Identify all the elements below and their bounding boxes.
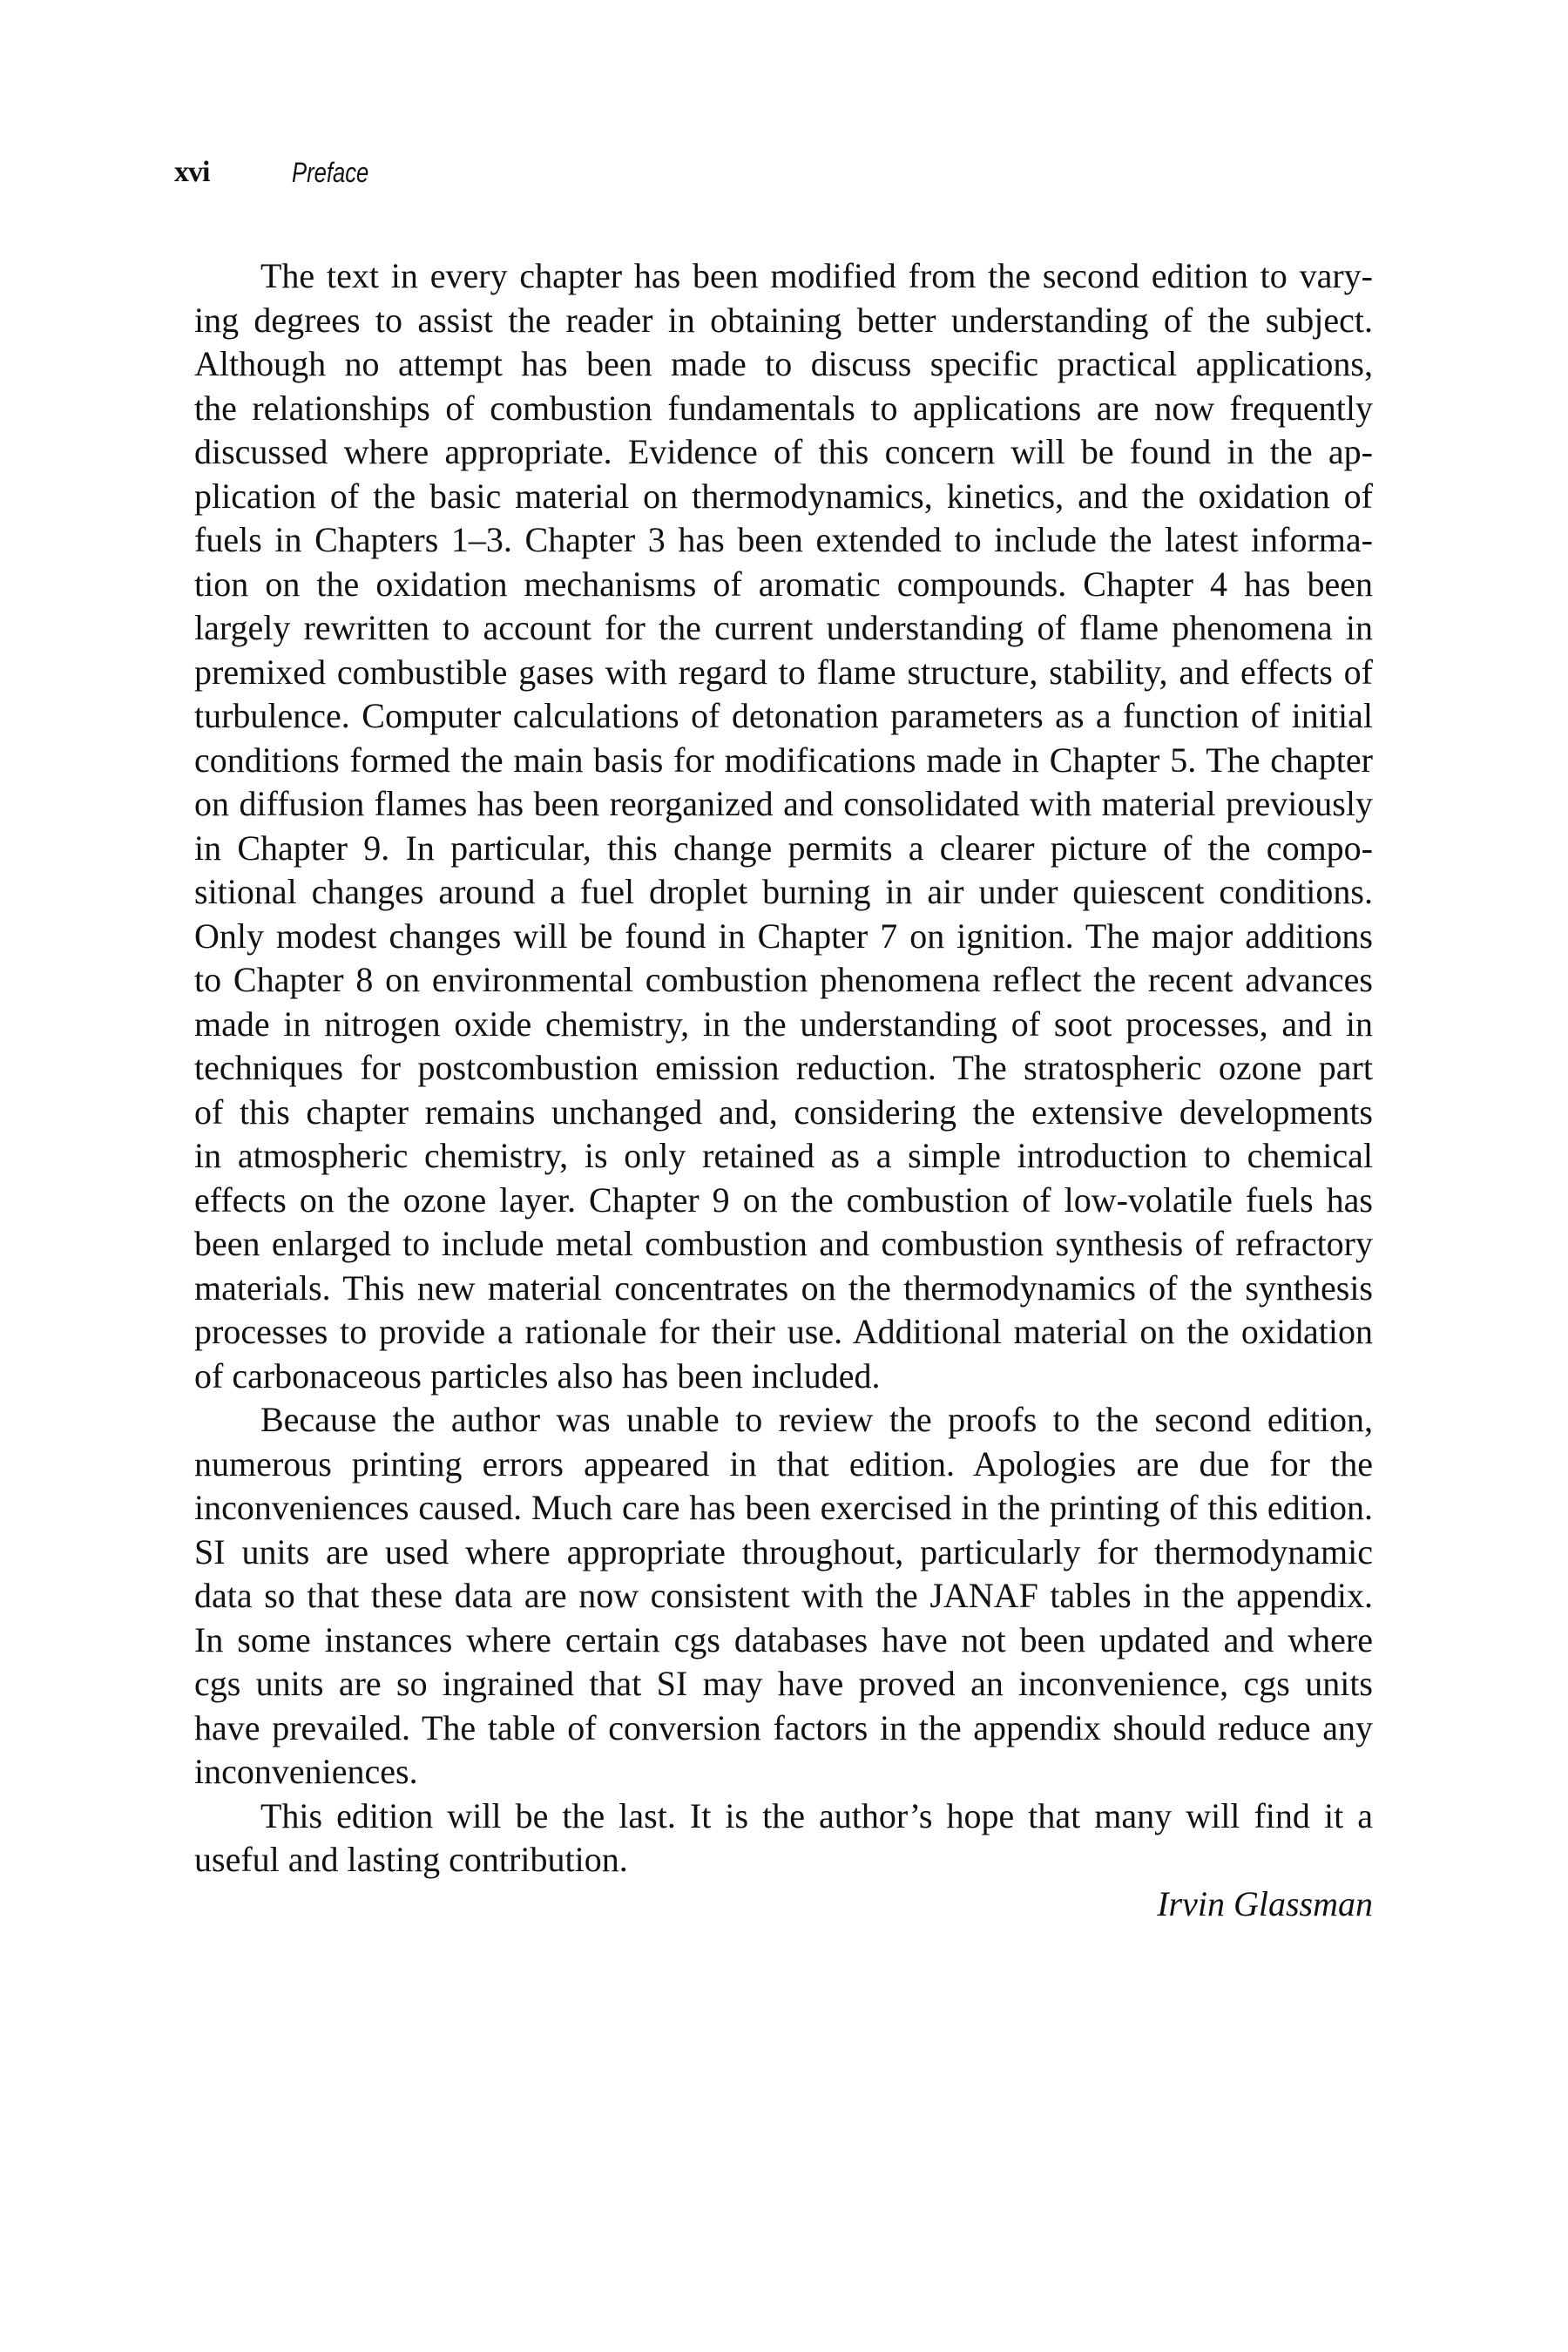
text-line: The text in every chapter has been modified from the second edition to vary- bbox=[260, 256, 1373, 295]
page-number: xvi bbox=[174, 156, 210, 188]
text-line: the relationships of combustion fundamentals to applications are now frequently bbox=[194, 388, 1373, 428]
text-line: ing degrees to assist the reader in obtaining better understanding of the subject. bbox=[194, 300, 1373, 340]
text-line: of this chapter remains unchanged and, considering the extensive developments bbox=[194, 1092, 1373, 1132]
text-line: in Chapter 9. In particular, this change permits a clearer picture of the compo- bbox=[194, 828, 1373, 868]
running-title: Preface bbox=[292, 157, 369, 188]
text-line: SI units are used where appropriate throughout, particularly for thermodynamic bbox=[194, 1531, 1373, 1571]
text-line: cgs units are so ingrained that SI may have proved an inconvenience, cgs units bbox=[194, 1664, 1373, 1703]
text-line: turbulence. Computer calculations of detonation parameters as a function of initial bbox=[194, 696, 1373, 735]
text-line: materials. This new material concentrates on the thermodynamics of the synthesis bbox=[194, 1267, 1373, 1308]
text-line: plication of the basic material on thermodynamics, kinetics, and the oxidation of bbox=[194, 476, 1373, 516]
text-line: fuels in Chapters 1–3. Chapter 3 has been extended to include the latest informa- bbox=[194, 520, 1373, 559]
text-line: In some instances where certain cgs databases have not been updated and where bbox=[194, 1619, 1373, 1659]
text-line: data so that these data are now consistent with the JANAF tables in the appendix. bbox=[194, 1576, 1373, 1615]
text-line: of carbonaceous particles also has been included. bbox=[194, 1355, 881, 1396]
text-line: have prevailed. The table of conversion factors in the appendix should reduce any bbox=[194, 1707, 1373, 1747]
preface-body bbox=[194, 254, 1373, 1926]
text-line: on diffusion flames has been reorganized and consolidated with material previously bbox=[194, 784, 1373, 823]
text-line: premixed combustible gases with regard to flame structure, stability, and effects of bbox=[194, 652, 1373, 692]
text-line: Although no attempt has been made to discuss specific practical applications, bbox=[194, 344, 1373, 383]
text-line: in atmospheric chemistry, is only retained as a simple introduction to chemical bbox=[194, 1136, 1373, 1175]
text-line: inconveniences caused. Much care has been exercised in the printing of this edition. bbox=[194, 1488, 1373, 1527]
text-line: This edition will be the last. It is the author’s hope that many will find it a bbox=[260, 1795, 1373, 1835]
text-line: made in nitrogen oxide chemistry, in the understanding of soot processes, and in bbox=[194, 1004, 1373, 1044]
text-line: largely rewritten to account for the current understanding of flame phenomena in bbox=[194, 608, 1373, 647]
text-line: numerous printing errors appeared in that edition. Apologies are due for the bbox=[194, 1443, 1373, 1484]
text-line: inconveniences. bbox=[194, 1752, 418, 1791]
text-line: been enlarged to include metal combustion and combustion synthesis of refractory bbox=[194, 1224, 1373, 1263]
text-line: Because the author was unable to review the proofs to the second edition, bbox=[260, 1400, 1373, 1439]
text-line: Only modest changes will be found in Chapter 7 on ignition. The major additions bbox=[194, 916, 1373, 956]
text-line: sitional changes around a fuel droplet burning in air under quiescent conditions. bbox=[194, 872, 1373, 911]
text-line: processes to provide a rationale for their use. Additional material on the oxidation bbox=[194, 1312, 1373, 1351]
text-line: to Chapter 8 on environmental combustion phenomena reflect the recent advances bbox=[194, 960, 1373, 999]
text-line: conditions formed the main basis for modifications made in Chapter 5. The chapter bbox=[194, 740, 1373, 780]
text-line: useful and lasting contribution. bbox=[194, 1840, 628, 1879]
text-line: techniques for postcombustion emission reduction. The stratospheric ozone part bbox=[194, 1048, 1373, 1087]
author-signature: Irvin Glassman bbox=[1157, 1883, 1373, 1923]
text-line: effects on the ozone layer. Chapter 9 on the combustion of low-volatile fuels has bbox=[194, 1179, 1373, 1220]
text-line: tion on the oxidation mechanisms of aromatic compounds. Chapter 4 has been bbox=[194, 564, 1373, 604]
text-line: discussed where appropriate. Evidence of this concern will be found in the ap- bbox=[194, 432, 1373, 471]
